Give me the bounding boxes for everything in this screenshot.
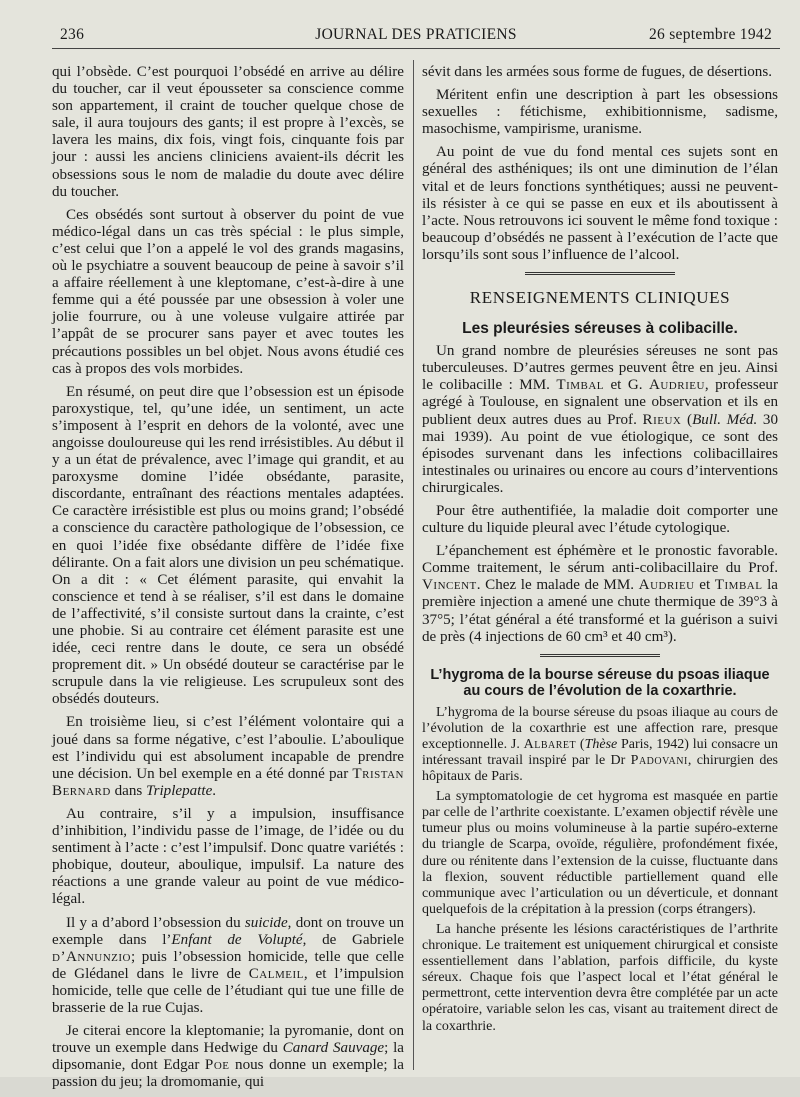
text-run: ( [576, 736, 585, 752]
paragraph: qui l’obsède. C’est pourquoi l’obsédé en arrive au délire du toucher, car il veut épousseter sa conscience comme son appartement, il craint de toucher quelque chose de sale, il aura toujours des gants; il est propre à l’excès, se lavera les mains, dix fois, vingt fois, cinquante fois par jour : aussi les anciens cliniciens avaient-ils décrit les obsessions sous le nom de maladie du doute avec délire du toucher. [52, 64, 404, 200]
text-run: L’hygroma de la bourse séreuse du psoas iliaque au cours de l’évolution de la coxarthrie est une affection rare, presque exceptionnelle. J. [422, 704, 778, 752]
paragraph: La symptomatologie de cet hygroma est masquée en partie par celle de l’arthrite coexistante. L’examen objectif révèle une tumeur plus ou moins volumineuse à la partie supéro-externe du triangle de Scarpa, ovoïde, régulière, profondément fixée, dure ou rénitente dans l’extension de la cuisse, fluctuante dans la flexion, souvent réductible partiellement quand elle communique avec l’articulation ou un déverticule, et donnant quelquefois de la crépitation à la pression (corps étrangers). [422, 789, 778, 917]
text-run: Un grand nombre de pleurésies séreuses ne sont pas tuberculeuses. D’autres germes peuvent être en jeu. Ainsi le colibacille : MM. [422, 343, 778, 394]
column-divider [413, 60, 414, 1070]
author-name: Timbal [556, 377, 605, 394]
paragraph [422, 705, 778, 785]
reference: Thèse [584, 736, 618, 752]
text-run: Paris, 1942) lui consacre un intéressant travail inspiré par le Dr [422, 736, 778, 768]
article-body [422, 705, 778, 1035]
text-run: ; puis l’obsession homicide, telle que celle de Glédanel dans le livre de [52, 948, 404, 982]
author-name: Vincent [422, 577, 477, 594]
paragraph: sévit dans les armées sous forme de fugues, de désertions. [422, 64, 773, 80]
book-title: Canard Sauvage [282, 1040, 385, 1057]
paragraph: Pour être authentifiée, la maladie doit comporter une culture du liquide pleural avec l’étude cytologique. [422, 502, 778, 537]
author-name: Audrieu [648, 377, 705, 394]
text-run: la première injection a amené une chute thermique de 39°3 à 37°5; l’état général a été transformé et la guérison a suivi de près (4 injections de 60 cm³ et 40 cm³). [422, 577, 778, 645]
right-column [422, 64, 778, 1039]
paragraph [52, 714, 404, 799]
article-title: Les pleurésies séreuses à colibacille. [462, 320, 738, 338]
page-header [60, 26, 772, 44]
text-run: , dont on trouve un exemple dans l’ [52, 914, 405, 948]
author-name: Padovani [630, 753, 688, 768]
section-separator [525, 272, 675, 275]
author-name: Albaret [523, 736, 577, 752]
page-number: 236 [60, 26, 85, 43]
text-run: et G. [604, 377, 649, 394]
author-name: Poe [204, 1057, 230, 1074]
text-run: Il y a d’abord l’obsession du [66, 914, 245, 931]
text-run: . [212, 782, 217, 799]
text-run: nous donne un exemple; la passion du jeu; la dromomanie, qui [52, 1057, 404, 1091]
section-title: RENSEIGNEMENTS CLINIQUES [469, 288, 731, 308]
author-name: Rieux [642, 411, 682, 428]
author-name: d’Annunzio [52, 948, 131, 965]
text-run: , de Gabriele [302, 931, 404, 948]
issue-date: 26 septembre 1942 [648, 26, 772, 43]
journal-title: JOURNAL DES PRATICIENS [315, 26, 517, 43]
paragraph: Au contraire, s’il y a impulsion, insuffisance d’inhibition, l’individu passe de l’image, de l’idée ou du sentiment à l’acte : c’est l’impulsif. Donc quatre variétés : phobique, douteur, aboulique, impulsif. La nature des réactions a une grande valeur au point de vue médico-légal. [52, 805, 404, 908]
text-run: dans [110, 782, 147, 799]
text-run: , et l’impulsion homicide, telle que celle de l’étudiant qui tue une fille de brasserie de la rue Cujas. [52, 965, 404, 1016]
book-title: Triplepatte [146, 782, 213, 799]
book-title: Enfant de Volupté [171, 931, 303, 948]
header-rule [52, 48, 780, 49]
paragraph: La hanche présente les lésions caractéristiques de l’arthrite chronique. Le traitement est uniquement chirurgical et consiste essentiellement dans l’ablation, parfois difficile, du kyste séreux. Chaque fois que l’aspect local et l’état général le permettront, cette intervention devra être complétée par un acte opératoire, variable selon les cas, visant au traitement direct de la coxarthrie. [422, 921, 778, 1034]
text-run: , professeur agrégé à Toulouse, en signalent une observation et ils en publient deux autres dues au Prof. [422, 377, 778, 428]
paragraph: Au point de vue du fond mental ces sujets sont en général des asthéniques; ils ont une diminution de l’élan vital et de leurs fonctions synthétiques; aussi ne peuvent-ils résister à ce qui se passe en eux et ils aboutissent à l’acte. Nous retrouvons ici souvent le même fond toxique : beaucoup d’obsédés ne passent à l’exécution de l’acte que lorsqu’ils sont sous l’influence de l’alcool. [422, 144, 778, 263]
paragraph [422, 343, 778, 497]
text-run: , chirurgien des hôpitaux de Paris. [422, 753, 778, 785]
author-name: Audrieu [638, 577, 695, 594]
text-run: L’épanchement est éphémère et le pronostic favorable. Comme traitement, le sérum anti-colibacillaire du Prof. [422, 543, 778, 577]
author-name: Timbal [714, 577, 763, 594]
article-title: L’hygroma de la bourse séreuse du psoas iliaque au cours de l’évolution de la coxarthrie. [430, 666, 770, 699]
article-separator [540, 654, 660, 657]
text-run: ( [681, 411, 693, 428]
reference: Bull. Méd. [692, 411, 758, 428]
emphasis: suicide [244, 914, 288, 931]
paragraph [422, 543, 778, 646]
text-run: . Chez le malade de MM. [476, 577, 639, 594]
paragraph: En résumé, on peut dire que l’obsession est un épisode paroxystique, tel, qu’une idée, un sentiment, un acte s’imposent à l’esprit en dehors de la volonté, avec une angoisse douloureuse qui les rend irrésistibles. Au début il y a un état de prévalence, avec l’image qui grandit, et au paroxysme domine l’idée obsédante, parasite, discordante, entraînant des réactions mentales adaptées. Ce caractère irrésistible est plus ou moins grand; l’obsédé a conscience du caractère pathologique de l’obsession, ce en quoi l’idée fixe obsédante diffère de l’idée fixe délirante. On a fait alors une division un peu schématique. On a dit : « Cet élément parasite, qui envahit la conscience et tend à se réaliser, s’il est dans le domaine de l’affectivité, s’il consiste surtout dans la crainte, c’est une phobie. Si au contraire cet élément parasite est une idée, ceci rentre dans le doute, ce sera un obsédé proprement dit. » Un obsédé douteur se caractérise par le scrupule dans la vie religieuse. Les scrupuleux sont des obsédés douteurs. [52, 383, 404, 708]
text-run: Je citerai encore la kleptomanie; la pyromanie, dont on trouve un exemple dans Hedwige du [52, 1023, 404, 1057]
text-run: En troisième lieu, si c’est l’élément volontaire qui a joué dans sa forme négative, c’est l’aboulie. L’aboulique est l’individu qui est absolument incapable de prendre une décision. Un bel exemple en a été donné par [52, 714, 404, 782]
paragraph: Ces obsédés sont surtout à observer du point de vue médico-légal dans un cas très spécial : le plus simple, c’est celui que l’on a appelé le vol des grands magasins, où le psychiatre a souvent beaucoup de peine à savoir s’il a affaire réellement à une kleptomane, c’est-à-dire à une femme qui a été poussée par une obsession à voler une jolie fourrure, ou à une voleuse vulgaire attirée par l’appât de se procurer sans payer et avec toutes les précautions possibles un bel objet. Nous avons étudié ces cas à propos des vols morbides. [52, 206, 404, 377]
left-column [52, 64, 404, 1097]
text-run: et [694, 577, 715, 594]
paragraph [52, 915, 404, 1018]
paragraph [52, 1023, 404, 1091]
text-run: 30 mai 1939). Au point de vue étiologique, ce sont des épisodes survenant dans les infections colibacillaires intestinales ou urinaires ou encore au cours d’interventions chirurgicales. [422, 411, 779, 496]
paragraph: Méritent enfin une description à part les obsessions sexuelles : fétichisme, exhibitionnisme, sadisme, masochisme, vampirisme, uranisme. [422, 87, 778, 138]
text-run: ; la dipsomanie, dont Edgar [52, 1040, 404, 1074]
author-name: Calmeil [248, 965, 304, 982]
author-name: Tristan Bernard [52, 765, 404, 799]
